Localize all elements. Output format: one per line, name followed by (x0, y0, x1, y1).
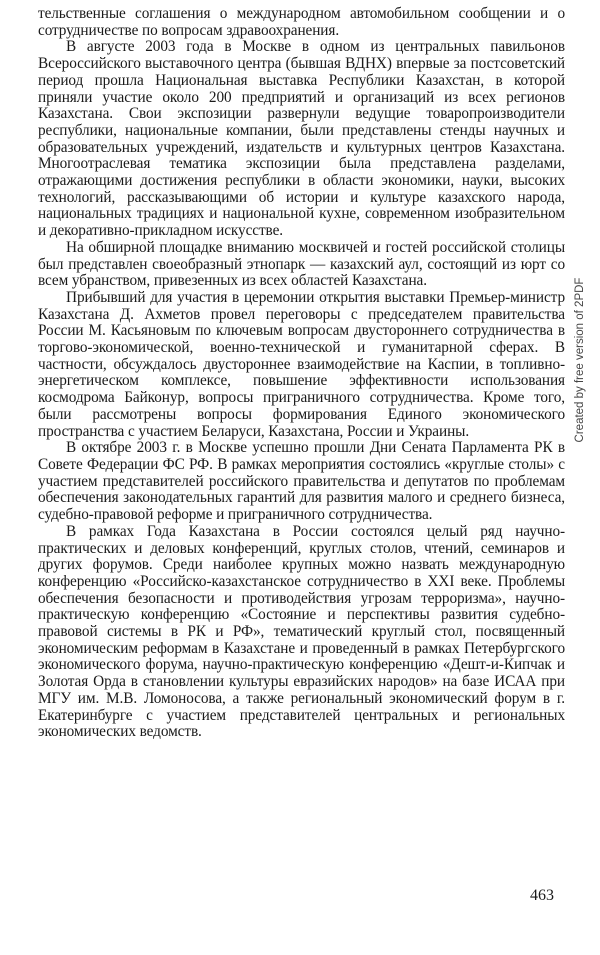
page-body (38, 6, 565, 741)
paragraph: тельственные соглашения о международном автомобильном сообщении и о сотрудничестве по вопросам здравоохранения. (38, 5, 565, 39)
paragraph: В октябре 2003 г. в Москве успешно прошли Дни Сената Парламента РК в Совете Федерации ФС РФ. В рамках мероприятия состоялись «круглые столы» с участием представителей российского правительства и депутатов по проблемам обеспечения законодательных гарантий для развития малого и среднего бизнеса, судебно-правовой реформе и приграничного сотрудничества. (38, 439, 565, 524)
paragraph: Прибывший для участия в церемонии открытия выставки Премьер-министр Казахстана Д. Ахметов провел переговоры с председателем правительства России М. Касьяновым по ключевым вопросам двустороннего сотрудничества в торгово-экономической, военно-технической и гуманитарной сферах. В частности, обсуждалось двустороннее взаимодействие на Каспии, в топливно-энергетическом комплексе, повышение эффективности использования космодрома Байконур, вопросы приграничного сотрудничества. Кроме того, были рассмотрены вопросы формирования Единого экономического пространства с участием Беларуси, Казахстана, России и Украины. (38, 288, 565, 440)
watermark: Created by free version of 2PDF (574, 277, 586, 443)
paragraph: В рамках Года Казахстана в России состоялся целый ряд научно-практических и деловых конференций, круглых столов, чтений, семинаров и других форумов. Среди наиболее крупных можно назвать международную конференцию «Российско-казахстанское сотрудничество в XXI веке. Проблемы обеспечения безопасности и противодействия угрозам терроризма», научно-практическую конференцию «Состояние и перспективы развития судебно-правовой системы в РК и РФ», тематический круглый стол, посвященный экономическим реформам в Казахстане и проведенный в рамках Петербургского экономического форума, научно-практическую конференцию «Дешт-и-Кипчак и Золотая Орда в становлении культуры евразийских народов» на базе ИСАА при МГУ им. М.В. Ломоносова, а также региональный экономический форум в г. Екатеринбурге с участием представителей центральных и региональных экономических ведомств. (38, 522, 565, 741)
page-number: 463 (530, 887, 554, 904)
paragraph: На обширной площадке вниманию москвичей и гостей российской столицы был представлен своеобразный этнопарк — казахский аул, состоящий из юрт со всем убранством, привезенных из всех областей Казахстана. (38, 238, 565, 290)
paragraph: В августе 2003 года в Москве в одном из центральных павильонов Всероссийского выставочного центра (бывшая ВДНХ) впервые за постсоветский период прошла Национальная выставка Республики Казахстан, в которой приняли участие около 200 предприятий и организаций из всех регионов Казахстана. Свои экспозиции развернули ведущие товаропроизводители республики, национальные компании, были представлены стенды научных и образовательных учреждений, издательств и культурных центров Казахстана. Многоотраслевая тематика экспозиции была представлена разделами, отражающими достижения республики в области экономики, науки, высоких технологий, рассказывающими об истории и культуре казахского народа, национальных традициях и национальной кухне, современном изобразительном и декоративно-прикладном искусстве. (38, 38, 565, 240)
